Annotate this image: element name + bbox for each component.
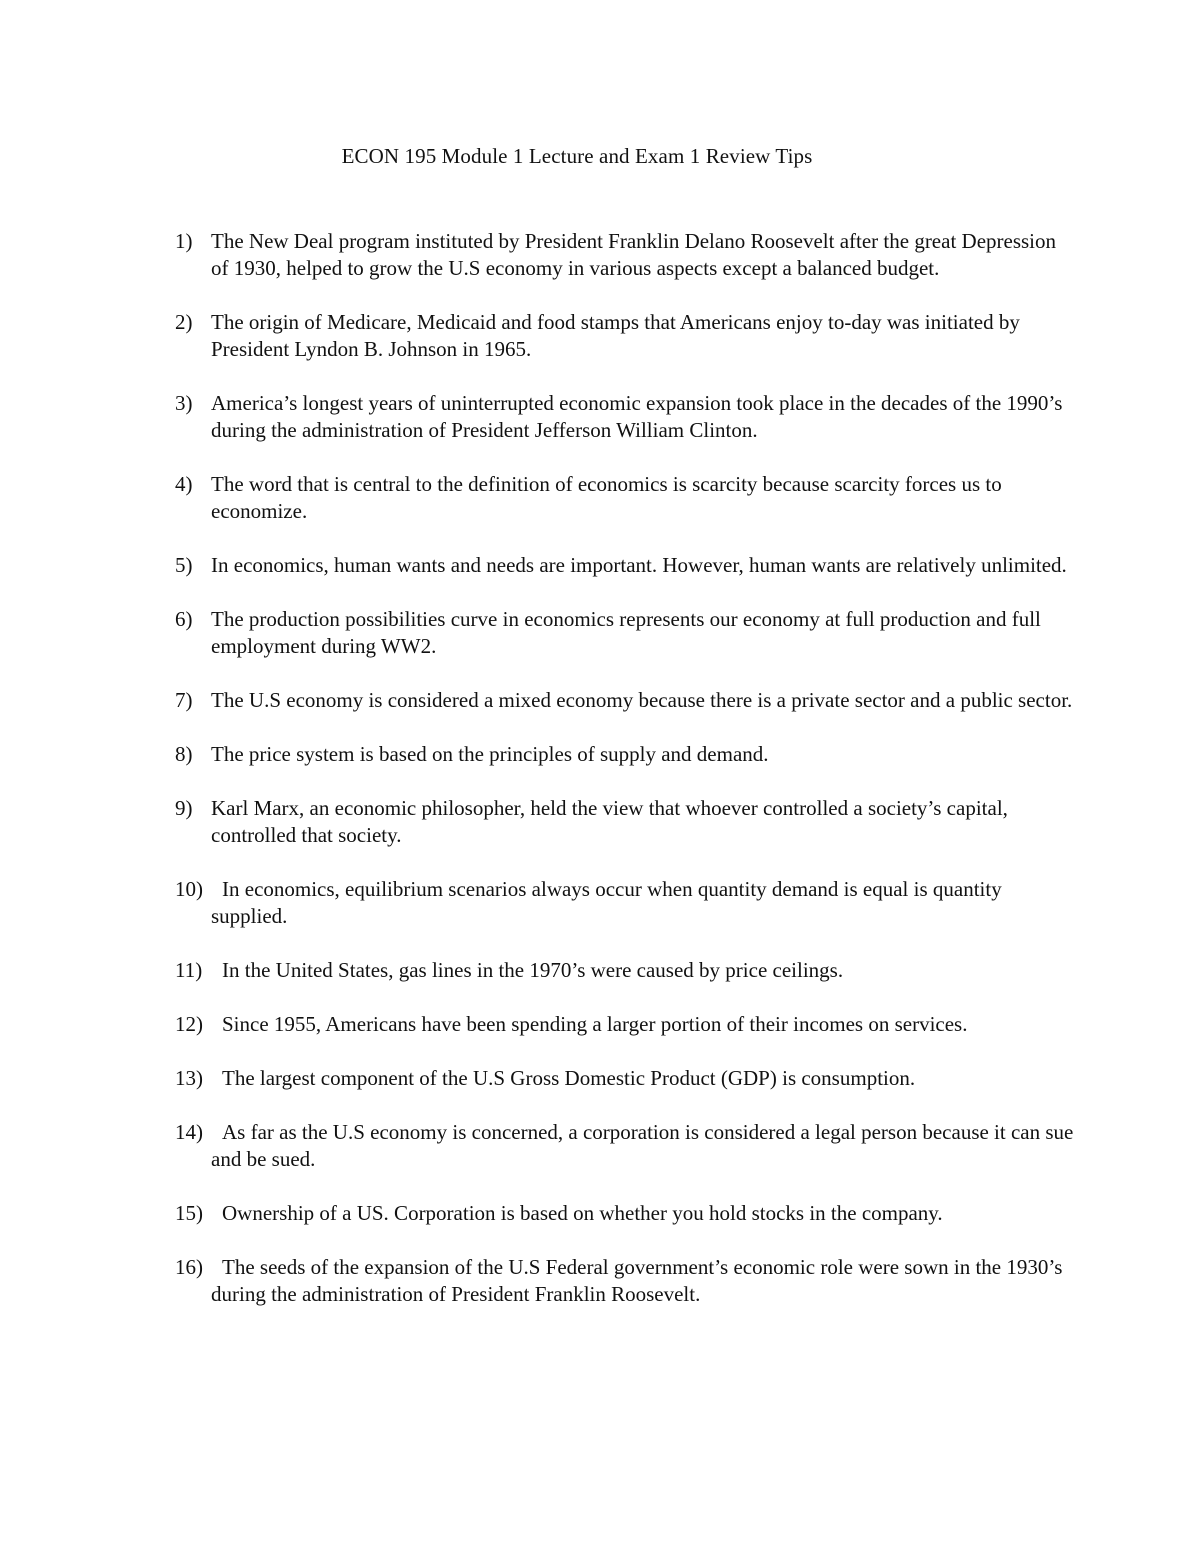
item-number: 6) — [175, 607, 193, 631]
item-text: The U.S economy is considered a mixed economy because there is a private sector and a public sector. — [211, 688, 1073, 712]
item-number: 3) — [175, 391, 193, 415]
item-text: The origin of Medicare, Medicaid and food stamps that Americans enjoy to-day was initiated by President Lyndon B. Johnson in 1965. — [211, 310, 1020, 361]
review-tips-list — [175, 228, 1075, 1335]
item-text: The New Deal program instituted by President Franklin Delano Roosevelt after the great Depression of 1930, helped to grow the U.S economy in various aspects except a balanced budget. — [211, 229, 1057, 280]
list-item — [175, 1119, 1075, 1173]
list-item — [175, 957, 1075, 984]
list-item — [175, 876, 1075, 930]
list-item — [175, 1065, 1075, 1092]
list-item — [175, 471, 1075, 525]
list-item — [175, 390, 1075, 444]
item-text: The word that is central to the definition of economics is scarcity because scarcity forces us to economize. — [211, 472, 1002, 523]
document-title: ECON 195 Module 1 Lecture and Exam 1 Review Tips — [341, 144, 813, 168]
item-text: In economics, human wants and needs are important. However, human wants are relatively unlimited. — [211, 553, 1067, 577]
item-text: In economics, equilibrium scenarios always occur when quantity demand is equal is quantity supplied. — [211, 877, 1002, 928]
item-text: Ownership of a US. Corporation is based on whether you hold stocks in the company. — [222, 1201, 943, 1225]
item-text: As far as the U.S economy is concerned, a corporation is considered a legal person because it can sue and be sued. — [211, 1120, 1074, 1171]
item-text: The production possibilities curve in economics represents our economy at full production and full employment during WW2. — [211, 607, 1041, 658]
item-number: 13) — [175, 1066, 203, 1090]
item-number: 15) — [175, 1201, 203, 1225]
item-text: The price system is based on the principles of supply and demand. — [211, 742, 769, 766]
item-number: 9) — [175, 796, 193, 820]
item-number: 2) — [175, 310, 193, 334]
item-text: In the United States, gas lines in the 1970’s were caused by price ceilings. — [222, 958, 844, 982]
item-number: 5) — [175, 553, 193, 577]
item-number: 4) — [175, 472, 193, 496]
list-item — [175, 552, 1075, 579]
list-item — [175, 687, 1075, 714]
list-item — [175, 1254, 1075, 1308]
item-text: Karl Marx, an economic philosopher, held the view that whoever controlled a society’s capital, controlled that society. — [211, 796, 1008, 847]
list-item — [175, 228, 1075, 282]
item-text: Since 1955, Americans have been spending a larger portion of their incomes on services. — [222, 1012, 968, 1036]
item-number: 14) — [175, 1120, 203, 1144]
item-number: 10) — [175, 877, 203, 901]
list-item — [175, 1200, 1075, 1227]
item-text: America’s longest years of uninterrupted economic expansion took place in the decades of the 1990’s during the administration of President Jefferson William Clinton. — [211, 391, 1063, 442]
item-number: 12) — [175, 1012, 203, 1036]
list-item — [175, 795, 1075, 849]
list-item — [175, 309, 1075, 363]
item-number: 1) — [175, 229, 193, 253]
item-text: The seeds of the expansion of the U.S Federal government’s economic role were sown in the 1930’s during the administration of President Franklin Roosevelt. — [211, 1255, 1063, 1306]
list-item — [175, 1011, 1075, 1038]
item-number: 16) — [175, 1255, 203, 1279]
item-number: 7) — [175, 688, 193, 712]
item-number: 8) — [175, 742, 193, 766]
item-number: 11) — [175, 958, 203, 982]
item-text: The largest component of the U.S Gross Domestic Product (GDP) is consumption. — [222, 1066, 916, 1090]
list-item — [175, 741, 1075, 768]
list-item — [175, 606, 1075, 660]
